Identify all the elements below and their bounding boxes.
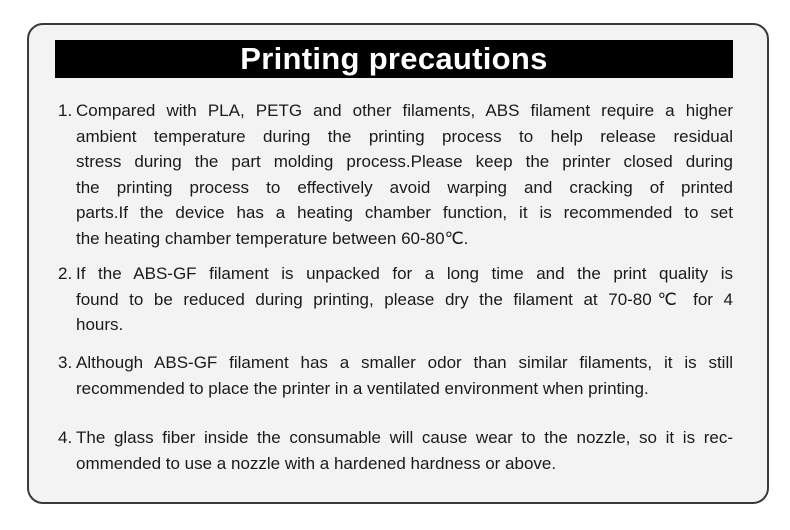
- text-line: found to be reduced during printing, please dry the filament at 70-80℃ for 4: [76, 289, 733, 309]
- precaution-item: [58, 98, 733, 251]
- page-title: Printing precautions: [55, 40, 733, 78]
- text-line: the printing process to effectively avoid warping and cracking of printed: [76, 177, 733, 197]
- item-number: 3.: [58, 353, 73, 372]
- text-line: The glass fiber inside the consumable will cause wear to the nozzle, so it is rec-: [76, 428, 733, 447]
- text-line: the heating chamber temperature between 60-80℃.: [76, 228, 469, 248]
- item-text: [76, 350, 733, 401]
- text-line: Compared with PLA, PETG and other filaments, ABS filament require a higher: [76, 101, 733, 120]
- item-number: 1.: [58, 101, 73, 120]
- item-text: [76, 425, 733, 476]
- text-line: ambient temperature during the printing process to help release residual: [76, 126, 733, 146]
- text-line: stress during the part molding process.Please keep the printer closed during: [76, 152, 733, 171]
- text-line: recommended to place the printer in a ventilated environment when printing.: [76, 378, 649, 398]
- text-line: parts.If the device has a heating chamber function, it is recommended to set: [76, 203, 733, 222]
- item-text: [76, 98, 733, 251]
- item-number: 2.: [58, 264, 73, 283]
- text-line: ommended to use a nozzle with a hardened hardness or above.: [76, 453, 557, 473]
- text-line: Although ABS-GF filament has a smaller odor than similar filaments, it is still: [76, 353, 733, 372]
- item-number: 4.: [58, 428, 73, 447]
- text-line: hours.: [76, 315, 124, 334]
- item-text: [76, 261, 733, 338]
- text-line: If the ABS-GF filament is unpacked for a long time and the print quality is: [76, 264, 733, 283]
- precaution-item: [58, 261, 733, 338]
- precaution-item: [58, 350, 733, 401]
- precaution-item: [58, 425, 733, 476]
